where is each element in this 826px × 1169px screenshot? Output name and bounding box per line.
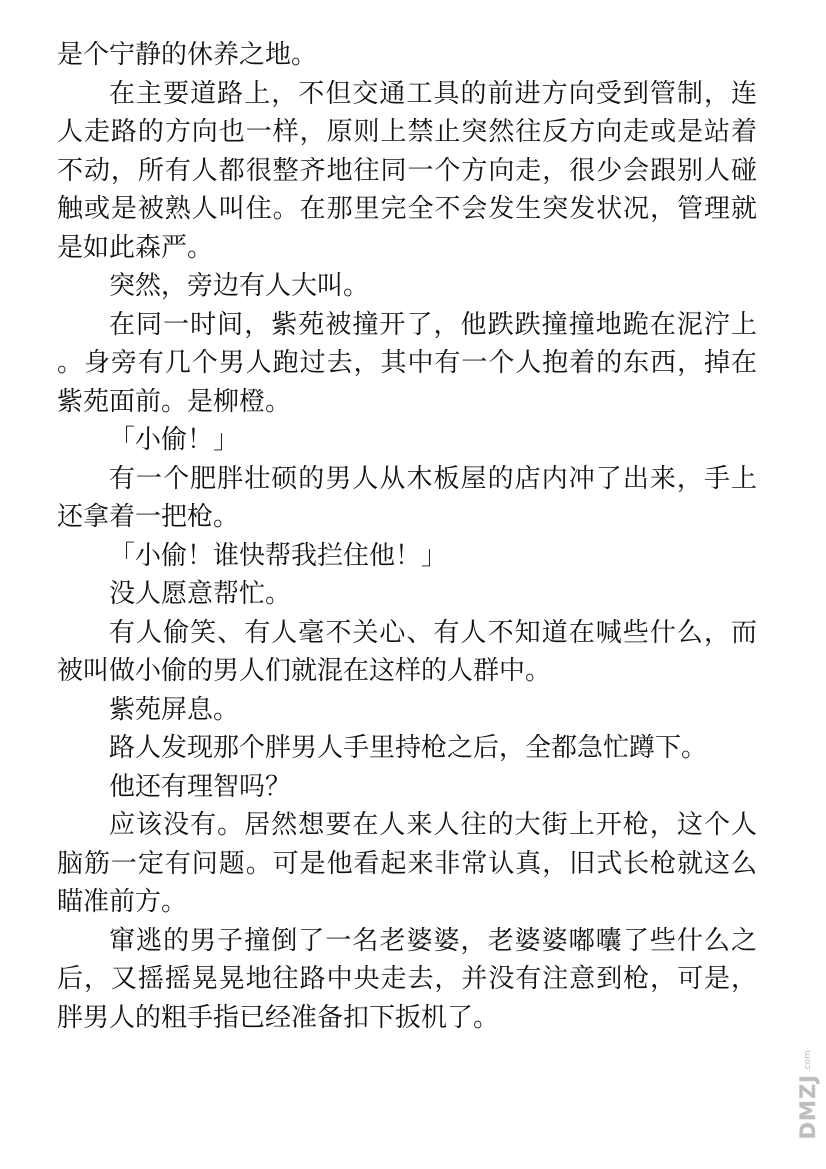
paragraph-4: 在同一时间，紫苑被撞开了，他跌跌撞撞地跪在泥泞上。身旁有几个男人跑过去，其中有一个人抱着的东西，掉在紫苑面前。是柳橙。 bbox=[57, 309, 757, 417]
paragraph-13: 应该没有。居然想要在人来人往的大街上开枪，这个人脑筋一定有问题。可是他看起来非常认真，旧式长枪就这么瞄准前方。 bbox=[57, 810, 757, 917]
paragraph-5: 「小偷！」 bbox=[109, 425, 240, 455]
paragraph-14: 窜逃的男子撞倒了一名老婆婆，老婆婆嘟囔了些什么之后，又摇摇晃晃地往路中央走去，并没有注意到枪，可是，胖男人的粗手指已经准备扣下扳机了。 bbox=[57, 925, 757, 1033]
paragraph-11: 路人发现那个胖男人手里持枪之后，全都急忙蹲下。 bbox=[109, 733, 708, 763]
paragraph-10: 紫苑屏息。 bbox=[109, 694, 240, 725]
document-page bbox=[57, 36, 757, 1037]
paragraph-2: 在主要道路上，不但交通工具的前进方向受到管制，连人走路的方向也一样，原则上禁止突然往反方向走或是站着不动，所有人都很整齐地往同一个方向走，很少会跟别人碰触或是被熟人叫住。在那里完全不会发生突发状况，管理就是如此森严。 bbox=[57, 78, 757, 263]
watermark-domain: .com bbox=[803, 1050, 813, 1073]
paragraph-7: 「小偷！谁快帮我拦住他！」 bbox=[109, 540, 448, 571]
paragraph-8: 没人愿意帮忙。 bbox=[109, 579, 292, 609]
paragraph-1: 是个宁静的休养之地。 bbox=[57, 40, 318, 70]
paragraph-6: 有一个肥胖壮硕的男人从木板屋的店内冲了出来，手上还拿着一把枪。 bbox=[57, 463, 757, 532]
paragraph-9: 有人偷笑、有人毫不关心、有人不知道在喊些什么，而被叫做小偷的男人们就混在这样的人群中。 bbox=[57, 617, 757, 686]
paragraph-12: 他还有理智吗？ bbox=[109, 771, 292, 802]
watermark-text: DMZJ bbox=[796, 1074, 820, 1140]
watermark-logo bbox=[796, 1050, 820, 1150]
paragraph-3: 突然，旁边有人大叫。 bbox=[109, 271, 370, 301]
